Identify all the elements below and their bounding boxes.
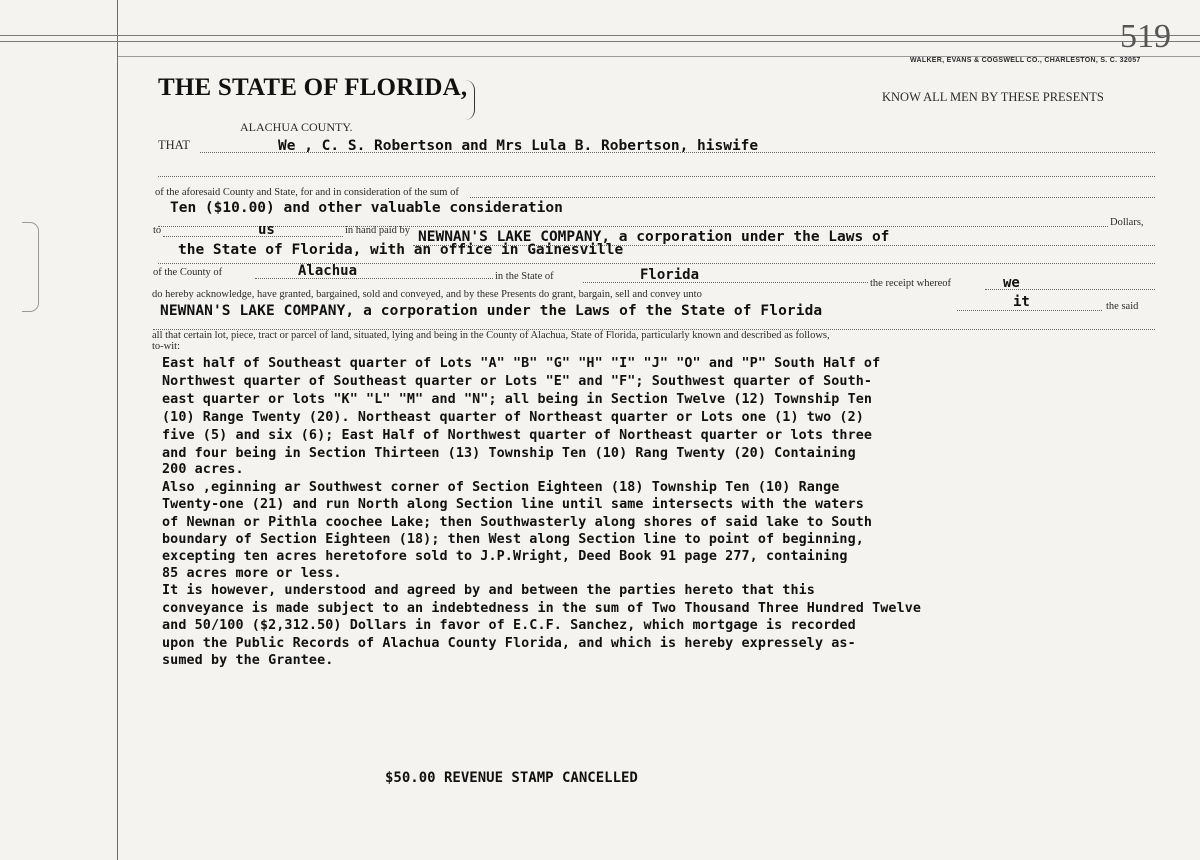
printer-imprint: WALKER, EVANS & COGSWELL CO., CHARLESTON, S. C. 32057: [910, 57, 1141, 64]
know-all-men: KNOW ALL MEN BY THESE PRESENTS: [882, 90, 1104, 104]
description-line: (10) Range Twenty (20). Northeast quarter of Northeast quarter or Lots one (1) two (2): [162, 410, 864, 425]
description-line: and four being in Section Thirteen (13) Township Ten (10) Rang Twenty (20) Containing: [162, 446, 856, 461]
acknowledge-label: do hereby acknowledge, have granted, bargained, sold and conveyed, and by these Presents do grant, bargain, sell and convey unto: [152, 289, 702, 300]
county-label: ALACHUA COUNTY.: [240, 120, 353, 134]
page-number: 519: [1120, 18, 1171, 55]
title-brace: [462, 80, 475, 120]
description-line: East half of Southeast quarter of Lots "A" "B" "G" "H" "I" "J" "O" and "P" South Half of: [162, 356, 881, 371]
consideration-fill-line-2: [158, 226, 1108, 227]
grantors-field[interactable]: We , C. S. Robertson and Mrs Lula B. Robertson, hiswife: [278, 138, 759, 154]
grantee-full-field[interactable]: NEWNAN'S LAKE COMPANY, a corporation under the Laws of the State of Florida: [160, 303, 823, 319]
description-line: and 50/100 ($2,312.50) Dollars in favor of E.C.F. Sanchez, which mortgage is recorded: [162, 618, 856, 633]
description-line: upon the Public Records of Alachua County Florida, and which is hereby expressely as-: [162, 636, 856, 651]
description-line: It is however, understood and agreed by and between the parties hereto that this: [162, 583, 815, 598]
description-line: excepting ten acres heretofore sold to J.P.Wright, Deed Book 91 page 277, containing: [162, 549, 848, 564]
paid-by-label: in hand paid by: [345, 225, 411, 236]
description-line: 85 acres more or less.: [162, 566, 342, 581]
description-line: Twenty-one (21) and run North along Section line until same intersects with the waters: [162, 497, 864, 512]
revenue-stamp-note: $50.00 REVENUE STAMP CANCELLED: [385, 770, 638, 786]
description-line: Northwest quarter of Southeast quarter or Lots "E" and "F"; Southwest quarter of South-: [162, 374, 873, 389]
state-fill-line: [583, 282, 868, 283]
the-said-label: the said: [1106, 301, 1139, 312]
county-fill-line: [255, 278, 493, 279]
grantee-line-1[interactable]: NEWNAN'S LAKE COMPANY, a corporation under the Laws of: [418, 229, 890, 245]
state-of-label: in the State of: [495, 271, 554, 282]
description-line: boundary of Section Eighteen (18); then West along Section line to point of beginning,: [162, 532, 864, 547]
consideration-fill-line: [470, 197, 1155, 198]
binding-edge-line: [117, 0, 118, 860]
description-line: five (5) and six (6); East Half of Northwest quarter of Northeast quarter or lots three: [162, 428, 873, 443]
dollars-label: Dollars,: [1110, 217, 1144, 228]
to-label: to: [153, 225, 162, 236]
header-rule-top: [0, 35, 1200, 36]
description-line: sumed by the Grantee.: [162, 653, 334, 668]
document-title: THE STATE OF FLORIDA,: [158, 74, 468, 101]
description-line: of Newnan or Pithla coochee Lake; then Southwasterly along shores of said lake to South: [162, 515, 873, 530]
description-line: 200 acres.: [162, 462, 244, 477]
to-wit-label: to-wit:: [152, 341, 180, 352]
blank-fill-line: [158, 176, 1155, 177]
payee-field[interactable]: us: [258, 222, 275, 238]
header-rule-mid: [0, 41, 1200, 42]
convey-party-field[interactable]: it: [1013, 294, 1030, 310]
binding-hole: [22, 222, 39, 312]
land-description-label: all that certain lot, piece, tract or parcel of land, situated, lying and being in the County of Alachua, State of Florida, particularly known and described as follows,: [152, 330, 830, 341]
grantee-line-2[interactable]: the State of Florida, with an office in Gainesville: [178, 242, 624, 258]
that-label: THAT: [158, 138, 190, 152]
county-of-label: of the County of: [153, 267, 223, 278]
convey-party-fill-line: [957, 310, 1102, 311]
description-line: conveyance is made subject to an indebtedness in the sum of Two Thousand Three Hundred Twelve: [162, 601, 922, 616]
county-field[interactable]: Alachua: [298, 263, 358, 279]
state-field[interactable]: Florida: [640, 267, 700, 283]
receipt-party-field[interactable]: we: [1003, 275, 1020, 291]
receipt-label: the receipt whereof: [870, 278, 952, 289]
description-line: Also ,eginning ar Southwest corner of Section Eighteen (18) Township Ten (10) Range: [162, 480, 840, 495]
consideration-label: of the aforesaid County and State, for and in consideration of the sum of: [155, 187, 459, 198]
consideration-field[interactable]: Ten ($10.00) and other valuable consideration: [170, 200, 563, 216]
payee-fill-line: [163, 236, 343, 237]
description-line: east quarter or lots "K" "L" "M" and "N"; all being in Section Twelve (12) Township Ten: [162, 392, 873, 407]
